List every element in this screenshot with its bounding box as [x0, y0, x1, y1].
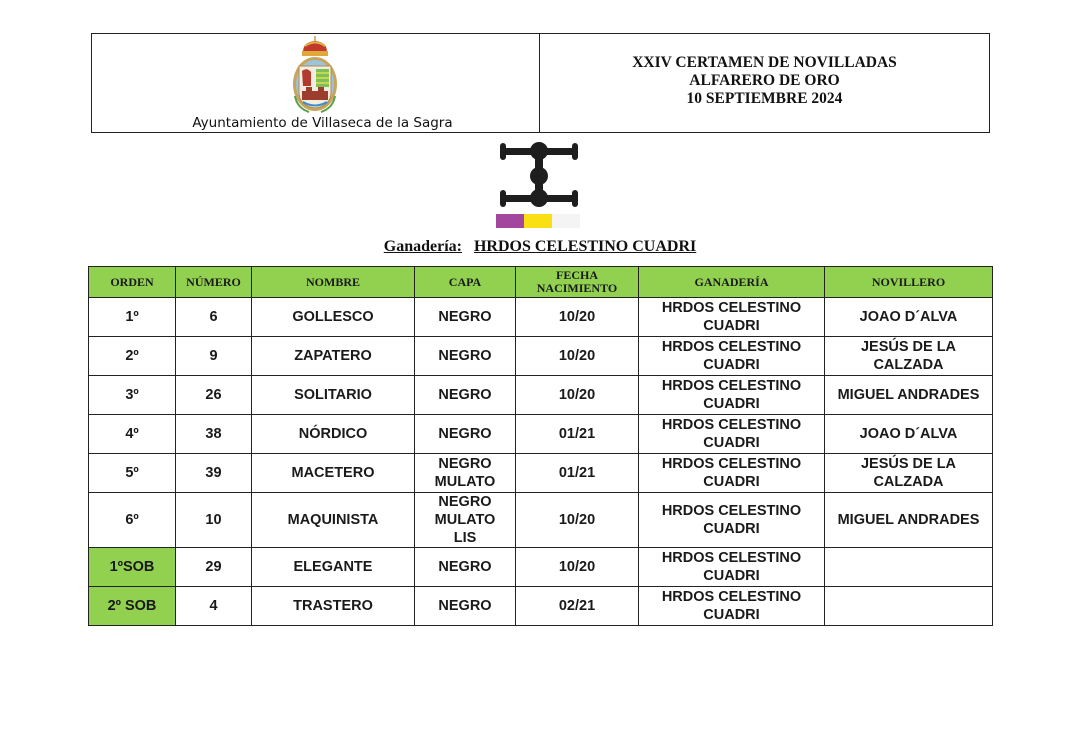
cell-capa: NEGRO [415, 587, 516, 626]
event-trophy: ALFARERO DE ORO [689, 72, 840, 89]
divisa-color-yellow [524, 214, 552, 228]
cell-numero: 10 [176, 493, 252, 548]
cell-capa: NEGRO [415, 415, 516, 454]
table-row [89, 587, 993, 626]
ganaderia-name: HRDOS CELESTINO CUADRI [473, 238, 697, 255]
document-header [91, 33, 990, 133]
cell-ganaderia: HRDOS CELESTINO CUADRI [639, 548, 825, 587]
table-row [89, 493, 993, 548]
cell-ganaderia: HRDOS CELESTINO CUADRI [639, 415, 825, 454]
table-row [89, 454, 993, 493]
cell-ganaderia: HRDOS CELESTINO CUADRI [639, 493, 825, 548]
table-row [89, 548, 993, 587]
cell-numero: 6 [176, 298, 252, 337]
cell-numero: 9 [176, 337, 252, 376]
cell-fecha: 01/21 [516, 454, 639, 493]
cell-nombre: NÓRDICO [252, 415, 415, 454]
cell-orden: 1ºSOB [89, 548, 176, 587]
ganaderia-label: Ganadería: [383, 238, 462, 255]
cell-novillero [825, 548, 993, 587]
cell-orden: 4º [89, 415, 176, 454]
cell-fecha: 10/20 [516, 493, 639, 548]
cell-numero: 26 [176, 376, 252, 415]
cell-ganaderia: HRDOS CELESTINO CUADRI [639, 587, 825, 626]
cell-fecha: 10/20 [516, 548, 639, 587]
event-title: XXIV CERTAMEN DE NOVILLADAS [632, 54, 897, 71]
cell-nombre: SOLITARIO [252, 376, 415, 415]
cell-fecha: 10/20 [516, 337, 639, 376]
cell-novillero: JESÚS DE LA CALZADA [825, 454, 993, 493]
cell-capa: NEGRO [415, 376, 516, 415]
cell-ganaderia: HRDOS CELESTINO CUADRI [639, 337, 825, 376]
cell-ganaderia: HRDOS CELESTINO CUADRI [639, 376, 825, 415]
cell-capa: NEGRO [415, 298, 516, 337]
cell-novillero: MIGUEL ANDRADES [825, 376, 993, 415]
cell-numero: 4 [176, 587, 252, 626]
cell-nombre: ZAPATERO [252, 337, 415, 376]
cell-orden: 1º [89, 298, 176, 337]
cell-orden: 3º [89, 376, 176, 415]
cell-fecha: 02/21 [516, 587, 639, 626]
cell-capa: NEGRO MULATO [415, 454, 516, 493]
event-title-cell [540, 34, 989, 132]
column-header-orden: ORDEN [89, 267, 176, 298]
town-hall-cell [92, 34, 540, 132]
cell-capa: NEGRO MULATO LIS [415, 493, 516, 548]
cell-capa: NEGRO [415, 337, 516, 376]
cell-numero: 29 [176, 548, 252, 587]
divisa-color-purple [496, 214, 524, 228]
cell-orden: 6º [89, 493, 176, 548]
cell-numero: 39 [176, 454, 252, 493]
cell-ganaderia: HRDOS CELESTINO CUADRI [639, 454, 825, 493]
cell-fecha: 10/20 [516, 376, 639, 415]
coat-of-arms-icon [289, 36, 341, 116]
table-header-row [89, 267, 993, 298]
cell-ganaderia: HRDOS CELESTINO CUADRI [639, 298, 825, 337]
column-header-ganaderia: GANADERÍA [639, 267, 825, 298]
table-row [89, 376, 993, 415]
column-header-numero: NÚMERO [176, 267, 252, 298]
cell-orden: 2º SOB [89, 587, 176, 626]
table-row [89, 415, 993, 454]
cell-novillero [825, 587, 993, 626]
cell-numero: 38 [176, 415, 252, 454]
column-header-capa: CAPA [415, 267, 516, 298]
column-header-novillero: NOVILLERO [825, 267, 993, 298]
cell-orden: 2º [89, 337, 176, 376]
cell-capa: NEGRO [415, 548, 516, 587]
ganaderia-brand-icon [496, 140, 582, 210]
divisa-colors [496, 214, 580, 228]
cell-novillero: JOAO D´ALVA [825, 415, 993, 454]
event-date: 10 SEPTIEMBRE 2024 [686, 90, 843, 107]
cell-fecha: 10/20 [516, 298, 639, 337]
cell-nombre: MACETERO [252, 454, 415, 493]
divisa-color-white [552, 214, 580, 228]
cell-nombre: GOLLESCO [252, 298, 415, 337]
cell-orden: 5º [89, 454, 176, 493]
cell-nombre: TRASTERO [252, 587, 415, 626]
cell-fecha: 01/21 [516, 415, 639, 454]
table-row [89, 337, 993, 376]
column-header-nombre: NOMBRE [252, 267, 415, 298]
cell-novillero: JOAO D´ALVA [825, 298, 993, 337]
novillos-table [88, 266, 993, 626]
cell-novillero: MIGUEL ANDRADES [825, 493, 993, 548]
cell-nombre: MAQUINISTA [252, 493, 415, 548]
town-hall-name: Ayuntamiento de Villaseca de la Sagra [192, 115, 453, 131]
cell-novillero: JESÚS DE LA CALZADA [825, 337, 993, 376]
column-header-fecha: FECHA NACIMIENTO [516, 267, 639, 298]
ganaderia-heading [0, 238, 1080, 256]
cell-nombre: ELEGANTE [252, 548, 415, 587]
table-row [89, 298, 993, 337]
